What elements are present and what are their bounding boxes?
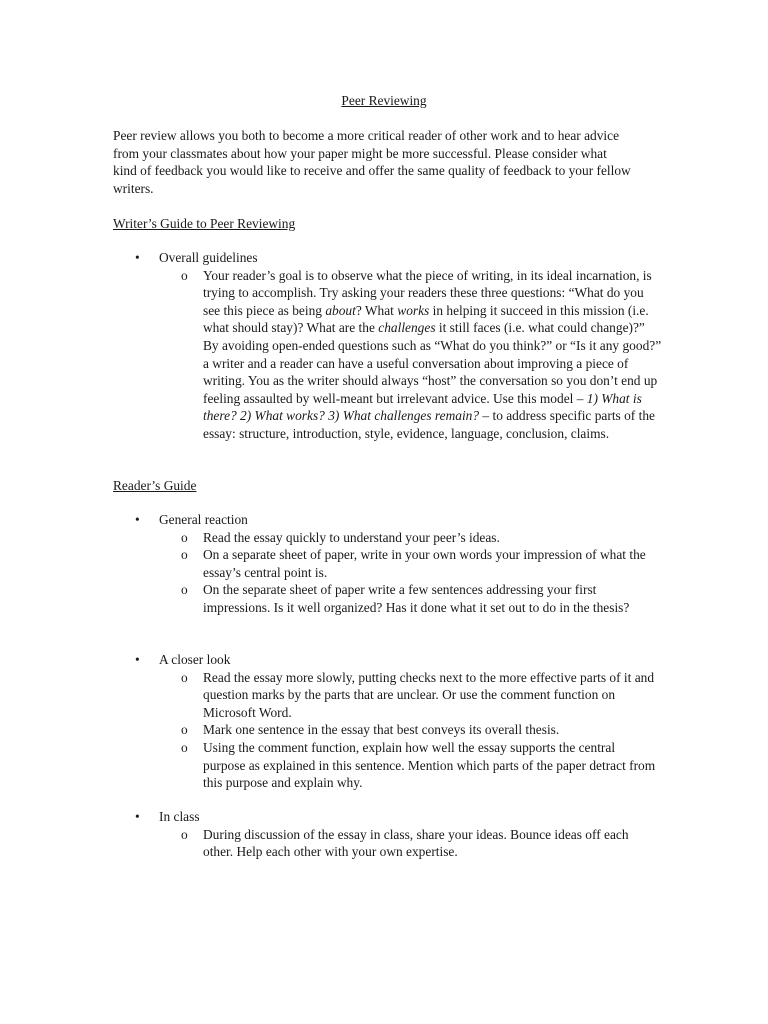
- bullet-item: [113, 511, 673, 529]
- text-run: Your reader’s goal is to observe what the piece of writing, in its ideal incarnation, is trying to accomplish. Try asking your readers these three questions: “What do you see this piece as being: [203, 267, 652, 318]
- item-text: Read the essay more slowly, putting checks next to the more effective parts of it and question marks by the parts that are unclear. Or use the comment function on Microsoft Word.: [203, 669, 655, 720]
- bullet-item: [113, 651, 673, 669]
- sub-bullet-glyph: o: [181, 582, 188, 598]
- sub-item: [113, 739, 659, 792]
- intro-paragraph: Peer review allows you both to become a more critical reader of other work and to hear advice from your classmates about how your paper might be more successful. Please consider what kind of feedback you would like to receive and offer the same quality of feedback to your fellow writers.: [113, 128, 631, 196]
- general-reaction-section: [113, 511, 673, 617]
- section-label: General reaction: [159, 512, 248, 527]
- sub-item: [113, 267, 663, 443]
- item-text: Using the comment function, explain how well the essay supports the central purpose as explained in this sentence. Mention which parts of the paper detract from this purpose and explain why.: [203, 739, 656, 791]
- item-text: On the separate sheet of paper write a few sentences addressing your first impressions. Is it well organized? Has it done what it set out to do in the thesis?: [203, 582, 630, 615]
- bullet-glyph: •: [135, 250, 140, 265]
- item-text: Mark one sentence in the essay that best conveys its overall thesis.: [203, 722, 560, 738]
- sub-list: [113, 826, 673, 861]
- text-run-italic: works: [397, 302, 430, 318]
- in-class-section: [113, 808, 673, 861]
- bullet-glyph: •: [135, 512, 140, 527]
- sub-item: [113, 529, 659, 547]
- bullet-glyph: •: [135, 809, 140, 824]
- section-label: Overall guidelines: [159, 250, 258, 265]
- text-run: ? What: [355, 302, 398, 318]
- item-text: During discussion of the essay in class, share your ideas. Bounce ideas off each other. Help each other with your own expertise.: [203, 826, 629, 860]
- text-run: it still faces (i.e. what could change)?” By avoiding open-ended questions such as “What do you think?” or “Is it any good?” a writer and a reader can have a useful conversation about improving a piece of writing. You as the writer should always “host” the conversation so you don’t end up feeling assaulted by well-meant but irrelevant advice. Use this model –: [203, 320, 662, 406]
- bullet-item: [113, 808, 673, 826]
- item-text: Read the essay quickly to understand your peer’s ideas.: [203, 529, 500, 545]
- text-run: – to address specific parts of the essay: structure, introduction, style, evidence, language, conclusion, claims.: [203, 408, 655, 441]
- sub-bullet-glyph: o: [181, 529, 188, 545]
- sub-list: [113, 669, 673, 792]
- sub-bullet-glyph: o: [181, 826, 188, 842]
- sub-bullet-glyph: o: [181, 547, 188, 563]
- writers-guide-heading: Writer’s Guide to Peer Reviewing: [113, 216, 296, 231]
- text-run-italic: 1) What is there? 2) What works? 3) What challenges remain?: [203, 390, 642, 424]
- document-title: Peer Reviewing: [341, 93, 427, 108]
- item-text: On a separate sheet of paper, write in your own words your impression of what the essay’s central point is.: [203, 547, 646, 580]
- sub-bullet-glyph: o: [181, 669, 188, 685]
- sub-list: [113, 267, 673, 443]
- overall-guidelines-section: [113, 249, 673, 443]
- section-label: A closer look: [159, 652, 231, 667]
- sub-item: [113, 546, 659, 581]
- bullet-glyph: •: [135, 652, 140, 667]
- text-run-italic: about: [325, 302, 356, 318]
- bullet-item: [113, 249, 673, 267]
- sub-item: [113, 669, 659, 722]
- sub-item: [113, 826, 659, 861]
- guideline-text: [203, 268, 661, 441]
- closer-look-section: [113, 651, 673, 792]
- readers-guide-heading: Reader’s Guide: [113, 478, 197, 493]
- sub-bullet-glyph: o: [181, 722, 188, 738]
- section-label: In class: [159, 809, 200, 824]
- sub-list: [113, 529, 673, 617]
- sub-bullet-glyph: o: [181, 267, 188, 283]
- text-run: in helping it succeed in this mission (i.e. what should stay)? What are the: [203, 302, 649, 336]
- sub-item: [113, 581, 659, 616]
- text-run-italic: challenges: [378, 320, 436, 336]
- sub-item: [113, 721, 659, 739]
- sub-bullet-glyph: o: [181, 739, 188, 755]
